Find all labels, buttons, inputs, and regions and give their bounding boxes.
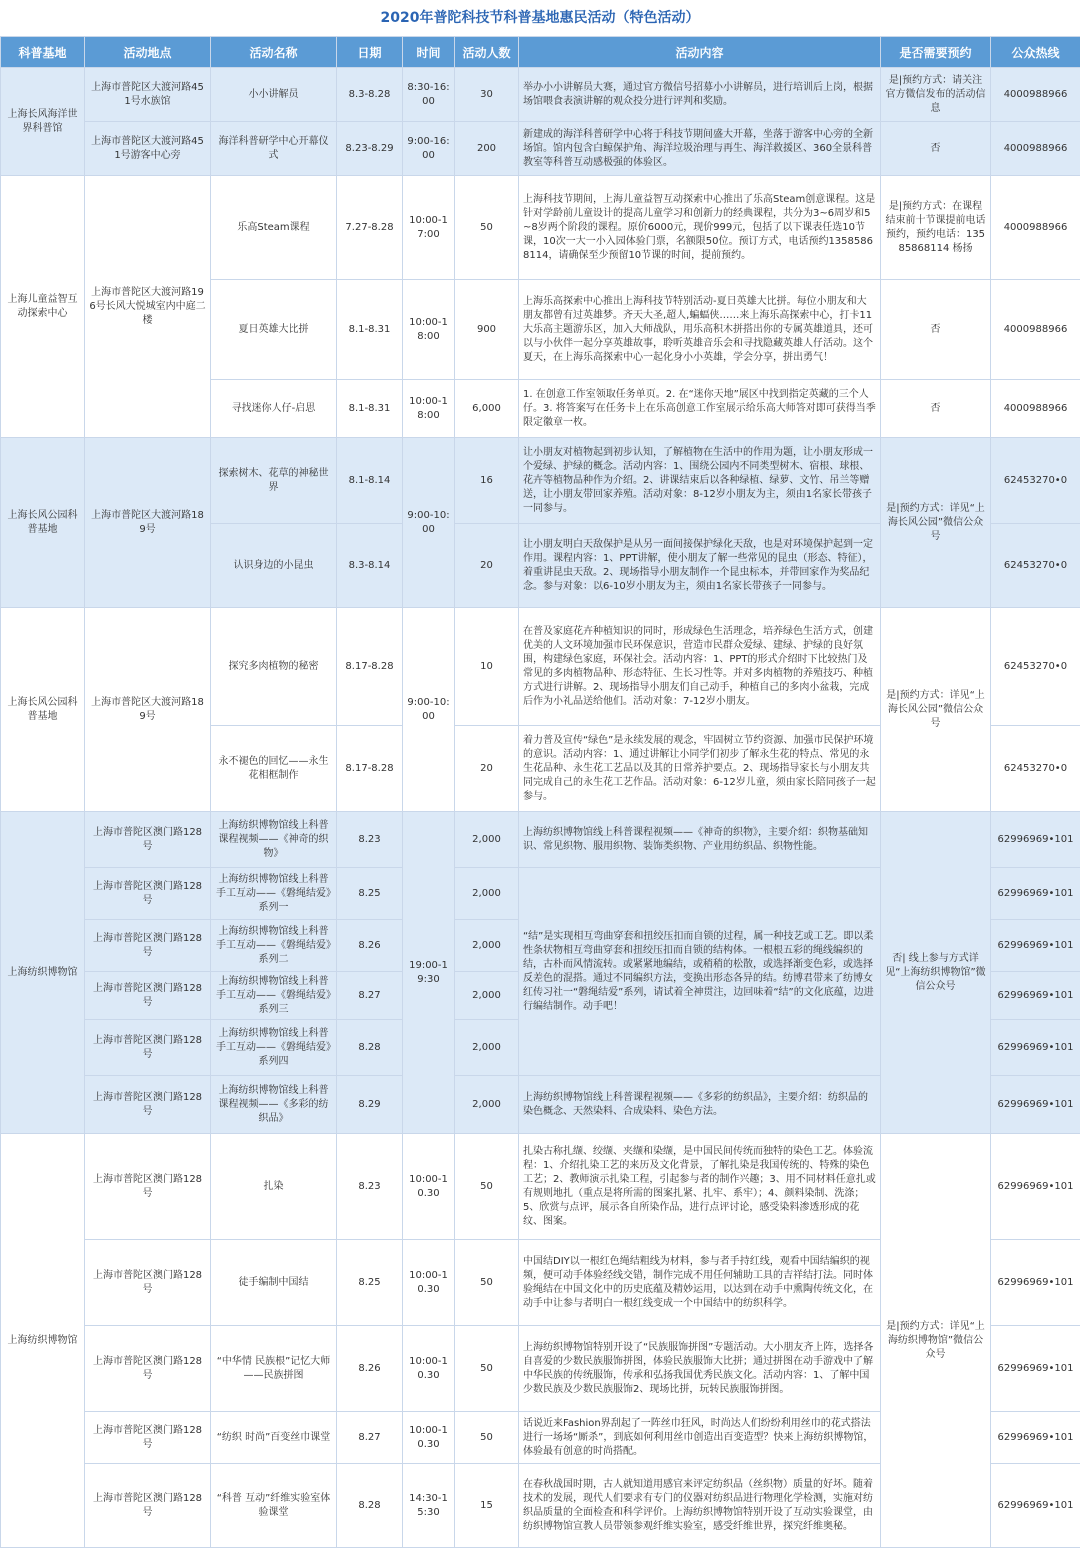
header-people: 活动人数	[455, 37, 519, 68]
location-cell: 上海市普陀区大渡河路196号长风大悦城室内中庭二楼	[85, 176, 211, 438]
people-cell: 15	[455, 1464, 519, 1548]
people-cell: 10	[455, 608, 519, 726]
reservation-cell: 是|预约方式：在课程结束前十节课提前电话预约，预约电话：13585868114 杨扬	[881, 176, 991, 280]
header-date: 日期	[337, 37, 403, 68]
hotline-cell: 62453270•0	[991, 608, 1080, 726]
location-cell: 上海市普陀区澳门路128号	[85, 812, 211, 868]
name-cell: 探索树木、花草的神秘世界	[211, 438, 337, 524]
date-cell: 8.26	[337, 1326, 403, 1412]
date-cell: 8.25	[337, 1240, 403, 1326]
name-cell: 认识身边的小昆虫	[211, 524, 337, 608]
location-cell: 上海市普陀区澳门路128号	[85, 972, 211, 1020]
name-cell: 上海纺织博物馆线上科普手工互动——《磐绳结爱》系列二	[211, 920, 337, 972]
date-cell: 8.23	[337, 1134, 403, 1240]
people-cell: 2,000	[455, 1020, 519, 1076]
header-location: 活动地点	[85, 37, 211, 68]
reservation-cell: 否	[881, 280, 991, 380]
content-cell: 上海纺织博物馆线上科普课程视频——《神奇的织物》，主要介绍：织物基础知识、常见织物、服用织物、装饰类织物、产业用纺织品、织物性能。	[519, 812, 881, 868]
name-cell: 夏日英雄大比拼	[211, 280, 337, 380]
time-cell: 10:00-10.30	[403, 1326, 455, 1412]
time-cell: 10:00-10.30	[403, 1412, 455, 1464]
header-hotline: 公众热线	[991, 37, 1080, 68]
date-cell: 8.23-8.29	[337, 122, 403, 176]
name-cell: 上海纺织博物馆线上科普课程视频——《多彩的纺织品》	[211, 1076, 337, 1134]
people-cell: 900	[455, 280, 519, 380]
name-cell: 小小讲解员	[211, 68, 337, 122]
date-cell: 8.3-8.14	[337, 524, 403, 608]
location-cell: 上海市普陀区大渡河路451号水族馆	[85, 68, 211, 122]
hotline-cell: 62996969•101	[991, 1464, 1080, 1548]
content-cell: 上海纺织博物馆线上科普课程视频——《多彩的纺织品》，主要介绍：纺织品的染色概念、天然染料、合成染料、染色方法。	[519, 1076, 881, 1134]
reservation-cell: 是|预约方式：详见“上海长风公园”微信公众号	[881, 608, 991, 812]
date-cell: 8.1-8.31	[337, 380, 403, 438]
people-cell: 2,000	[455, 1076, 519, 1134]
name-cell: 乐高Steam课程	[211, 176, 337, 280]
hotline-cell: 4000988966	[991, 380, 1080, 438]
header-content: 活动内容	[519, 37, 881, 68]
people-cell: 20	[455, 524, 519, 608]
people-cell: 50	[455, 1326, 519, 1412]
name-cell: 寻找迷你人仔-启思	[211, 380, 337, 438]
content-cell: 上海纺织博物馆特别开设了“民族服饰拼图”专题活动。大小朋友齐上阵，选择各自喜爱的少数民族服饰拼图，体验民族服饰大比拼；通过拼图在动手游戏中了解中华民族的传统服饰，传承和弘扬我国优秀民族文化。活动内容：1、了解中国少数民族及少数民族服饰2、现场比拼，玩转民族服饰拼图。	[519, 1326, 881, 1412]
time-cell: 10:00-10.30	[403, 1240, 455, 1326]
reservation-cell: 是|预约方式：请关注官方微信发布的活动信息	[881, 68, 991, 122]
people-cell: 30	[455, 68, 519, 122]
date-cell: 8.23	[337, 812, 403, 868]
people-cell: 2,000	[455, 920, 519, 972]
date-cell: 8.27	[337, 1412, 403, 1464]
hotline-cell: 62453270•0	[991, 438, 1080, 524]
content-cell: 话说近来Fashion界刮起了一阵丝巾狂风，时尚达人们纷纷利用丝巾的花式搭法进行一场场“厮杀”，到底如何利用丝巾创造出百变造型？快来上海纺织博物馆，体验最有创意的时尚搭配。	[519, 1412, 881, 1464]
date-cell: 8.1-8.31	[337, 280, 403, 380]
content-cell: 让小朋友对植物起到初步认知，了解植物在生活中的作用为题，让小朋友形成一个爱绿、护绿的概念。活动内容：1、围绕公园内不同类型树木、宿根、球根、花卉等植物品种作为介绍。2、讲课结束后以各种绿植、绿萝、文竹、吊兰等赠送，让小朋友带回家养殖。活动对象：8-12岁小朋友为主，须由1名家长带孩子一同参与。	[519, 438, 881, 524]
people-cell: 20	[455, 726, 519, 812]
time-cell: 10:00-18:00	[403, 280, 455, 380]
people-cell: 50	[455, 1240, 519, 1326]
location-cell: 上海市普陀区澳门路128号	[85, 1412, 211, 1464]
people-cell: 50	[455, 176, 519, 280]
base-cell: 上海纺织博物馆	[1, 812, 85, 1134]
table-row	[1, 812, 1080, 868]
header-base: 科普基地	[1, 37, 85, 68]
base-cell: 上海长风海洋世界科普馆	[1, 68, 85, 176]
people-cell: 2,000	[455, 812, 519, 868]
base-cell: 上海长风公园科普基地	[1, 438, 85, 608]
content-cell: 举办小小讲解员大赛，通过官方微信号招募小小讲解员，进行培训后上岗，根据场馆喂食表演讲解的观众投分进行评判和奖励。	[519, 68, 881, 122]
base-cell: 上海纺织博物馆	[1, 1134, 85, 1548]
hotline-cell: 62996969•101	[991, 1134, 1080, 1240]
date-cell: 8.26	[337, 920, 403, 972]
date-cell: 8.28	[337, 1020, 403, 1076]
location-cell: 上海市普陀区澳门路128号	[85, 1240, 211, 1326]
content-cell: 让小朋友明白天敌保护是从另一面间接保护绿化天敌，也是对环境保护起到一定作用。课程内容：1、PPT讲解，使小朋友了解一些常见的昆虫（形态、特征），着重讲昆虫天敌。2、现场指导小朋友制作一个昆虫标本，并带回家作为奖品纪念。参与对象：以6-10岁小朋友为主，须由1名家长带孩子一同参与。	[519, 524, 881, 608]
location-cell: 上海市普陀区澳门路128号	[85, 868, 211, 920]
hotline-cell: 62996969•101	[991, 812, 1080, 868]
time-cell: 9:00-10:00	[403, 438, 455, 608]
date-cell: 8.29	[337, 1076, 403, 1134]
name-cell: 海洋科普研学中心开幕仪式	[211, 122, 337, 176]
hotline-cell: 62996969•101	[991, 1412, 1080, 1464]
name-cell: 扎染	[211, 1134, 337, 1240]
hotline-cell: 62996969•101	[991, 972, 1080, 1020]
location-cell: 上海市普陀区澳门路128号	[85, 1020, 211, 1076]
table-row	[1, 608, 1080, 726]
base-cell: 上海长风公园科普基地	[1, 608, 85, 812]
date-cell: 8.3-8.28	[337, 68, 403, 122]
content-cell: 扎染古称扎缬、绞缬、夹缬和染缬，是中国民间传统而独特的染色工艺。体验流程：1、介绍扎染工艺的来历及文化背景，了解扎染是我国传统的、特殊的染色工艺；2、教师演示扎染工程，引起参与者的制作兴趣；3、用不同材料任意扎或有规则地扎（重点是将所需的图案扎紧、扎牢、系牢）；4、颜料染制、洗涤；5、欣赏与点评，展示各自所染作品，进行点评讨论，感受染料渗透形成的花纹、图案。	[519, 1134, 881, 1240]
reservation-cell: 否	[881, 380, 991, 438]
content-cell: 中国结DIY以一根红色绳结粗线为材料，参与者手持红线，观看中国结编织的视频，便可动手体验经线交错，制作完成不用任何辅助工具的吉祥结打法。同时体验绳结在中国文化中的历史底蕴及精妙运用，以达到在动手中熏陶传统文化，在动手中让参与者明白一根红线变成一个中国结中的纺织科学。	[519, 1240, 881, 1326]
content-cell: 新建成的海洋科普研学中心将于科技节期间盛大开幕，坐落于游客中心旁的全新场馆。馆内包含白鲸保护角、海洋垃圾治理与再生、海洋救援区、360全景科普教室等科普互动感极强的体验区。	[519, 122, 881, 176]
content-cell: 在普及家庭花卉种植知识的同时，形成绿色生活理念，培养绿色生活方式，创建优美的人文环境加强市民环保意识，营造市民群众爱绿、建绿、护绿的良好氛围，构建绿色家庭，环保社会。活动内容：1、PPT的形式介绍时下比较热门及常见的多肉植物品种、形态特征、生长习性等。并对多肉植物的养殖技巧、种植方式进行讲解。2、现场指导小朋友们自己动手，种植自己的多肉小盆栽，完成后作为小礼品送给他们。活动对象：7-12岁小朋友。	[519, 608, 881, 726]
people-cell: 50	[455, 1412, 519, 1464]
header-name: 活动名称	[211, 37, 337, 68]
header-time: 时间	[403, 37, 455, 68]
hotline-cell: 62453270•0	[991, 726, 1080, 812]
people-cell: 50	[455, 1134, 519, 1240]
time-cell: 9:00-16:00	[403, 122, 455, 176]
reservation-cell: 否| 线上参与方式详见“上海纺织博物馆”微信公众号	[881, 812, 991, 1134]
time-cell: 9:00-10:00	[403, 608, 455, 812]
date-cell: 8.25	[337, 868, 403, 920]
name-cell: 上海纺织博物馆线上科普手工互动——《磐绳结爱》系列四	[211, 1020, 337, 1076]
time-cell: 19:00-19:30	[403, 812, 455, 1134]
name-cell: “纺织 时尚”百变丝巾课堂	[211, 1412, 337, 1464]
reservation-cell: 否	[881, 122, 991, 176]
location-cell: 上海市普陀区澳门路128号	[85, 1134, 211, 1240]
time-cell: 10:00-18:00	[403, 380, 455, 438]
hotline-cell: 4000988966	[991, 280, 1080, 380]
hotline-cell: 62996969•101	[991, 868, 1080, 920]
content-cell: 上海乐高探索中心推出上海科技节特别活动-夏日英雄大比拼。每位小朋友和大朋友都曾有过英雄梦。齐天大圣,超人,蝙蝠侠……来上海乐高探索中心，打卡11大乐高主题游乐区，加入大师战队，用乐高积木拼搭出你的专属英雄道具，还可以与小伙伴一起分享英雄故事，聆听英雄音乐会和寻找隐藏英雄人仔活动。这个夏天，在上海乐高探索中心一起化身小小英雄，学会分享，拼出勇气！	[519, 280, 881, 380]
time-cell: 14:30-15:30	[403, 1464, 455, 1548]
hotline-cell: 4000988966	[991, 122, 1080, 176]
page-title: 2020年普陀科技节科普基地惠民活动（特色活动）	[0, 0, 1080, 36]
location-cell: 上海市普陀区澳门路128号	[85, 1326, 211, 1412]
hotline-cell: 62996969•101	[991, 1076, 1080, 1134]
date-cell: 8.28	[337, 1464, 403, 1548]
activities-table	[0, 36, 1080, 1548]
content-cell: 着力普及宣传“绿色”是永续发展的观念，牢固树立节约资源、加强市民保护环境的意识。活动内容：1、通过讲解让小同学们初步了解永生花的特点、常见的永生花品种、永生花工艺品以及其的日常养护要点。2、现场指导家长与小朋友共同完成自己的永生花工艺作品。活动对象：6-12岁儿童，须由家长陪同孩子一起参与。	[519, 726, 881, 812]
people-cell: 2,000	[455, 972, 519, 1020]
hotline-cell: 62996969•101	[991, 1020, 1080, 1076]
table-row	[1, 122, 1080, 176]
hotline-cell: 4000988966	[991, 176, 1080, 280]
table-row	[1, 1134, 1080, 1240]
people-cell: 200	[455, 122, 519, 176]
date-cell: 7.27-8.28	[337, 176, 403, 280]
date-cell: 8.27	[337, 972, 403, 1020]
location-cell: 上海市普陀区大渡河路451号游客中心旁	[85, 122, 211, 176]
name-cell: “科普 互动”纤维实验室体验课堂	[211, 1464, 337, 1548]
name-cell: 上海纺织博物馆线上科普手工互动——《磐绳结爱》系列一	[211, 868, 337, 920]
people-cell: 16	[455, 438, 519, 524]
time-cell: 10:00-10.30	[403, 1134, 455, 1240]
table-row	[1, 438, 1080, 524]
name-cell: 永不褪色的回忆——永生花相框制作	[211, 726, 337, 812]
date-cell: 8.17-8.28	[337, 726, 403, 812]
reservation-cell: 是|预约方式：详见“上海长风公园”微信公众号	[881, 438, 991, 608]
time-cell: 10:00-17:00	[403, 176, 455, 280]
name-cell: 上海纺织博物馆线上科普课程视频——《神奇的织物》	[211, 812, 337, 868]
table-row	[1, 176, 1080, 280]
hotline-cell: 62996969•101	[991, 1326, 1080, 1412]
date-cell: 8.17-8.28	[337, 608, 403, 726]
location-cell: 上海市普陀区大渡河路189号	[85, 438, 211, 608]
name-cell: “中华情 民族根”记忆大师——民族拼图	[211, 1326, 337, 1412]
location-cell: 上海市普陀区澳门路128号	[85, 1076, 211, 1134]
content-cell: “结”是实现相互弯曲穿套和扭绞压扣而自锁的过程，属一种技艺或工艺。即以柔性条状物相互弯曲穿套和扭绞压扣而自锁的结构体。一根根五彩的绳线编织的结，古朴而风情流转。或紧紧地编结，或稍稍的松散，或选择渐变色彩，或选择反差色的混搭。通过不同编织方法，变换出形态各异的结。纺博君带来了纺博女红传习社一“磐绳结爱”系列，请试着全神贯注，边回味着“结”的文化底蕴，边进行编结制作。动手吧！	[519, 868, 881, 1076]
name-cell: 上海纺织博物馆线上科普手工互动——《磐绳结爱》系列三	[211, 972, 337, 1020]
content-cell: 1. 在创意工作室领取任务单页。2. 在“迷你天地”展区中找到指定英藏的三个人仔。3. 将答案写在任务卡上在乐高创意工作室展示给乐高大师答对即可获得当季限定徽章一枚。	[519, 380, 881, 438]
hotline-cell: 62996969•101	[991, 920, 1080, 972]
hotline-cell: 4000988966	[991, 68, 1080, 122]
location-cell: 上海市普陀区澳门路128号	[85, 1464, 211, 1548]
people-cell: 6,000	[455, 380, 519, 438]
name-cell: 徒手编制中国结	[211, 1240, 337, 1326]
table-row	[1, 68, 1080, 122]
people-cell: 2,000	[455, 868, 519, 920]
hotline-cell: 62453270•0	[991, 524, 1080, 608]
header-row	[1, 37, 1080, 68]
name-cell: 探究多肉植物的秘密	[211, 608, 337, 726]
content-cell: 在春秋战国时期，古人就知道用感官来评定纺织品（丝织物）质量的好坏。随着技术的发展，现代人们要求有专门的仪器对纺织品进行物理化学检测，实施对纺织品质量的全面检查和科学评价。上海纺织博物馆特别开设了互动实验课堂，由纺织博物馆宣教人员带领参观纤维实验室，感受纤维世界，探究纤维奥秘。	[519, 1464, 881, 1548]
header-reservation: 是否需要预约	[881, 37, 991, 68]
reservation-cell: 是|预约方式：详见“上海纺织博物馆”微信公众号	[881, 1134, 991, 1548]
hotline-cell: 62996969•101	[991, 1240, 1080, 1326]
date-cell: 8.1-8.14	[337, 438, 403, 524]
content-cell: 上海科技节期间，上海儿童益智互动探索中心推出了乐高Steam创意课程。这是针对学龄前儿童设计的提高儿童学习和创新力的经典课程，共分为3~6周岁和5~8岁两个阶段的课程。原价6000元，现价999元，包括了以下课表任选10节课，10次一大一小入园体验门票，名额限50位。预订方式，电话预约13585868114，请确保至少预留10节课的时间，提前预约。	[519, 176, 881, 280]
time-cell: 8:30-16:00	[403, 68, 455, 122]
base-cell: 上海儿童益智互动探索中心	[1, 176, 85, 438]
location-cell: 上海市普陀区澳门路128号	[85, 920, 211, 972]
location-cell: 上海市普陀区大渡河路189号	[85, 608, 211, 812]
